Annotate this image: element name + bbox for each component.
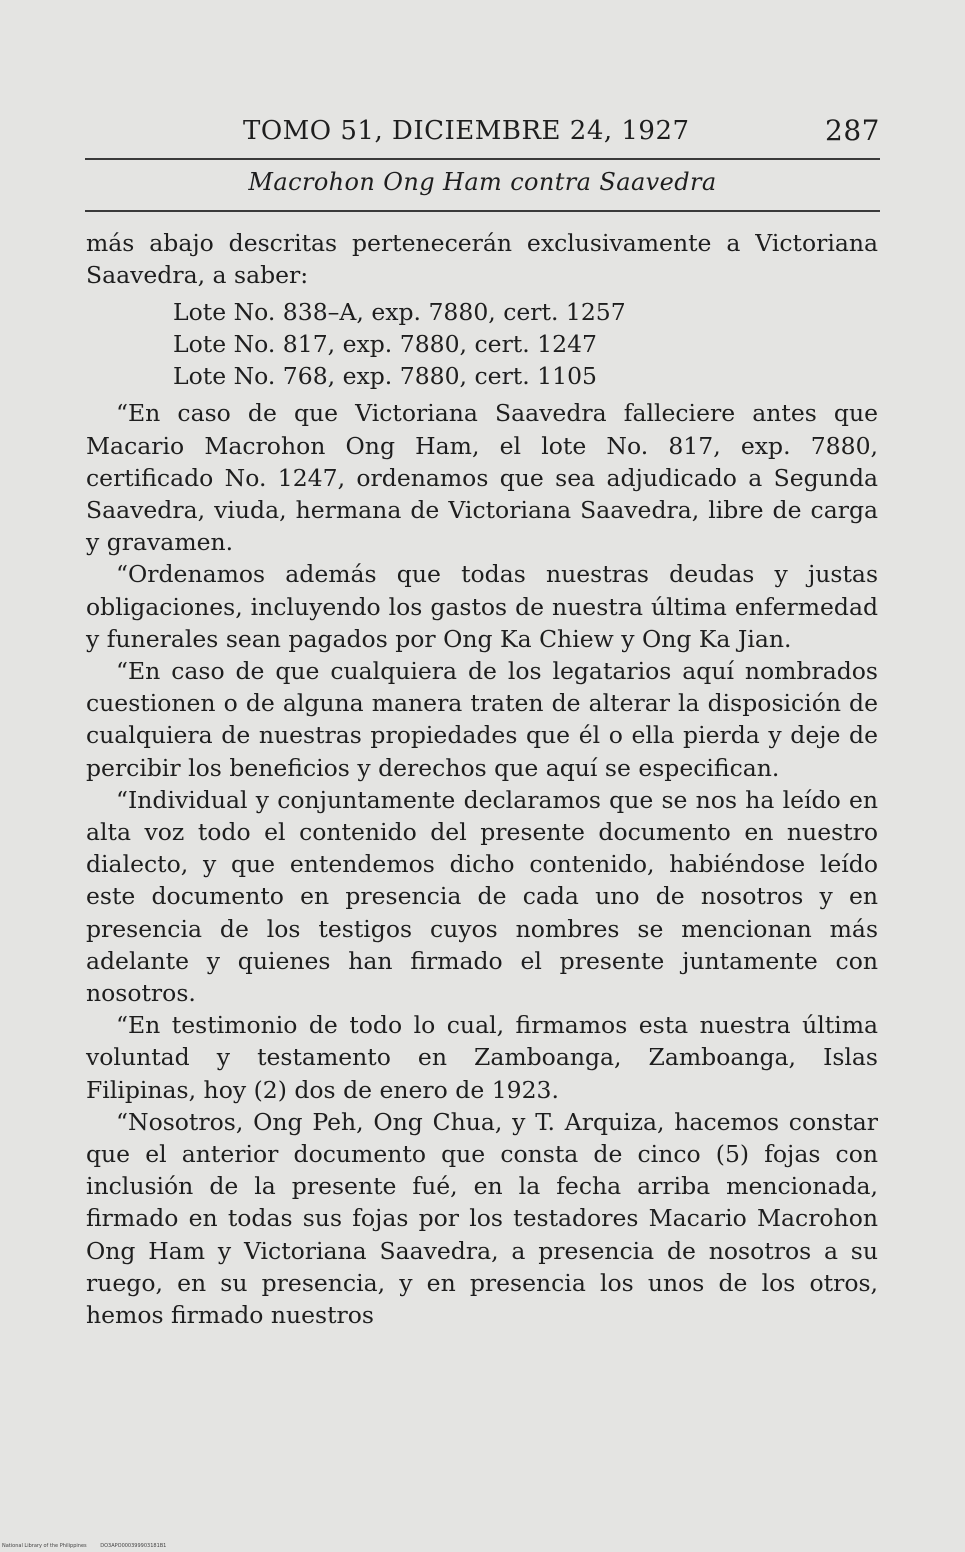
body-text — [86, 227, 878, 1331]
paragraph: “Individual y conjuntamente declaramos que se nos ha leído en alta voz todo el contenido del presente documento en nuestro dialecto, y que entendemos dicho contenido, habiéndose leído este documento en presencia de cada uno de nosotros y en presencia de los testigos cuyos nombres se mencionan más adelante y quienes han firmado el presente juntamente con nosotros. — [86, 785, 878, 1008]
running-head — [88, 112, 880, 152]
paragraph: “En caso de que cualquiera de los legatarios aquí nombrados cuestionen o de alguna manera traten de alterar la disposición de cualquiera de nuestras propiedades que él o ella pierda y deje de percibir los beneficios y derechos que aquí se especifican. — [86, 657, 878, 782]
running-title: TOMO 51, DICIEMBRE 24, 1927 — [243, 116, 690, 146]
paragraph: “Nosotros, Ong Peh, Ong Chua, y T. Arquiza, hacemos constar que el anterior documento que consta de cinco (5) fojas con inclusión de la presente fué, en la fecha arriba mencionada, firmado en todas sus fojas por los testadores Macario Macrohon Ong Ham y Victoriana Saavedra, a presencia de nosotros a su ruego, en su presencia, y en presencia los unos de los otros, hemos firmado nuestros — [86, 1107, 878, 1330]
intro-paragraph: más abajo descritas pertenecerán exclusivamente a Victoriana Saavedra, a saber: — [86, 229, 878, 290]
lot-item: Lote No. 817, exp. 7880, cert. 1247 — [173, 330, 597, 359]
paragraph: “En caso de que Victoriana Saavedra falleciere antes que Macario Macrohon Ong Ham, el lote No. 817, exp. 7880, certificado No. 1247, ordenamos que sea adjudicado a Segunda Saavedra, viuda, hermana de Victoriana Saavedra, libre de carga y gravamen. — [86, 399, 878, 557]
header-rule-top — [85, 158, 880, 160]
lot-item: Lote No. 838–A, exp. 7880, cert. 1257 — [173, 298, 626, 327]
lot-item: Lote No. 768, exp. 7880, cert. 1105 — [173, 362, 597, 391]
scan-code: DO3APO000399903181B1 — [100, 1543, 167, 1549]
header-rule-bottom — [85, 210, 880, 212]
case-title: Macrohon Ong Ham contra Saavedra — [248, 168, 717, 196]
paragraph: “Ordenamos además que todas nuestras deudas y justas obligaciones, incluyendo los gastos de nuestra última enfermedad y funerales sean pagados por Ong Ka Chiew y Ong Ka Jian. — [86, 560, 878, 653]
scan-footer — [2, 1543, 178, 1549]
lot-list — [173, 296, 878, 392]
paragraph: “En testimonio de todo lo cual, firmamos esta nuestra última voluntad y testamento en Zamboanga, Zamboanga, Islas Filipinas, hoy (2) dos de enero de 1923. — [86, 1011, 878, 1104]
library-credit: National Library of the Philippines — [2, 1543, 87, 1549]
page-number: 287 — [825, 114, 880, 147]
